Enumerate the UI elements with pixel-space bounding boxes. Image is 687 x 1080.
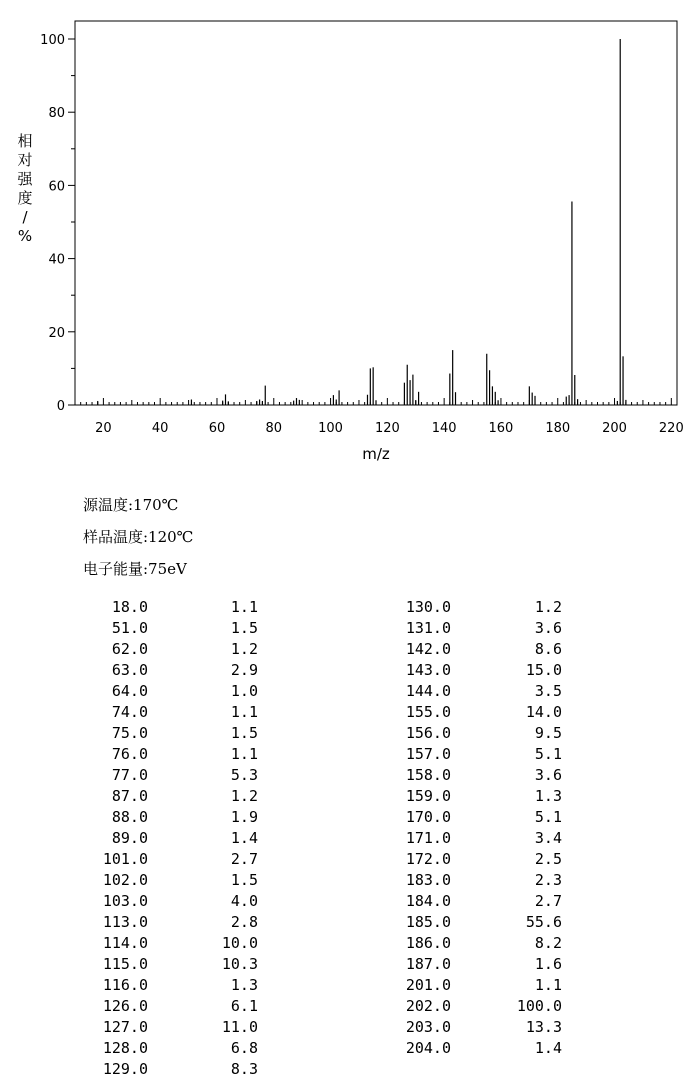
peak-mz: 156.0 — [405, 724, 451, 742]
peak-intensity: 1.0 — [230, 682, 258, 700]
peak-mz: 103.0 — [102, 892, 148, 910]
y-axis-title — [17, 132, 33, 245]
x-axis-title: m/z — [362, 445, 390, 463]
peak-intensity: 1.3 — [534, 787, 562, 805]
x-tick-label: 80 — [265, 421, 283, 436]
peak-intensity: 15.0 — [525, 661, 562, 679]
peak-mz: 129.0 — [102, 1060, 148, 1078]
y-title-char: 强 — [17, 170, 33, 188]
peak-mz: 116.0 — [102, 976, 148, 994]
x-tick-label: 180 — [545, 421, 571, 436]
y-axis-ticks — [40, 33, 75, 414]
peak-mz: 186.0 — [405, 934, 451, 952]
peak-intensity: 1.4 — [534, 1039, 562, 1057]
peak-intensity: 3.6 — [534, 619, 562, 637]
peak-mz: 157.0 — [405, 745, 451, 763]
y-tick-label: 60 — [48, 179, 65, 195]
peak-mz: 130.0 — [405, 598, 451, 616]
peak-mz: 201.0 — [405, 976, 451, 994]
peak-mz: 88.0 — [111, 808, 148, 826]
peak-mz: 185.0 — [405, 913, 451, 931]
peak-intensity: 1.4 — [230, 829, 258, 847]
peak-mz: 144.0 — [405, 682, 451, 700]
peak-intensity: 2.9 — [230, 661, 258, 679]
peak-intensity: 9.5 — [534, 724, 562, 742]
x-tick-label: 60 — [208, 421, 226, 436]
y-title-char: 对 — [17, 151, 33, 169]
x-tick-label: 160 — [488, 421, 514, 436]
peak-intensity: 10.0 — [221, 934, 258, 952]
x-tick-label: 100 — [318, 421, 343, 436]
peak-mz: 126.0 — [102, 997, 148, 1015]
peak-mz: 142.0 — [405, 640, 451, 658]
peak-mz: 74.0 — [111, 703, 148, 721]
x-axis-ticks — [75, 398, 684, 436]
y-title-char: 度 — [17, 189, 33, 207]
peak-intensity: 14.0 — [525, 703, 562, 721]
peak-mz: 76.0 — [111, 745, 148, 763]
peak-intensity: 1.5 — [230, 724, 258, 742]
peak-intensity: 2.5 — [534, 850, 562, 868]
peak-mz: 158.0 — [405, 766, 451, 784]
peak-mz: 64.0 — [111, 682, 148, 700]
peak-intensity: 3.6 — [534, 766, 562, 784]
peak-mz: 127.0 — [102, 1018, 148, 1036]
mass-spectrum-chart — [0, 0, 687, 470]
y-tick-label: 40 — [48, 252, 65, 268]
peak-mz: 187.0 — [405, 955, 451, 973]
peak-mz: 184.0 — [405, 892, 451, 910]
electron-energy: 电子能量:75eV — [83, 560, 187, 578]
x-tick-label: 40 — [151, 421, 169, 436]
peak-mz: 159.0 — [405, 787, 451, 805]
peak-mz: 155.0 — [405, 703, 451, 721]
peak-intensity: 2.7 — [534, 892, 562, 910]
peak-intensity: 2.3 — [534, 871, 562, 889]
peak-mz: 128.0 — [102, 1039, 148, 1057]
peak-intensity: 13.3 — [525, 1018, 562, 1036]
x-tick-label: 220 — [658, 421, 684, 436]
peak-intensity: 8.6 — [534, 640, 562, 658]
y-title-char: 相 — [17, 132, 33, 150]
peak-intensity: 6.1 — [230, 997, 258, 1015]
x-tick-label: 20 — [95, 421, 112, 436]
peak-intensity: 5.1 — [534, 745, 562, 763]
x-tick-label: 120 — [374, 421, 400, 436]
peak-intensity: 1.5 — [230, 619, 258, 637]
peak-intensity: 100.0 — [516, 997, 562, 1015]
peak-mz: 89.0 — [111, 829, 148, 847]
peak-mz: 62.0 — [111, 640, 148, 658]
peak-intensity: 1.6 — [534, 955, 562, 973]
peak-mz: 75.0 — [111, 724, 148, 742]
peak-intensity: 1.1 — [534, 976, 562, 994]
peak-mz: 114.0 — [102, 934, 148, 952]
plot-frame — [75, 21, 677, 405]
sample-temperature: 样品温度:120℃ — [83, 528, 194, 546]
peak-intensity: 8.2 — [534, 934, 562, 952]
peak-mz: 87.0 — [111, 787, 148, 805]
source-temperature: 源温度:170℃ — [83, 496, 179, 514]
peak-mz: 51.0 — [111, 619, 148, 637]
y-title-char: % — [17, 227, 33, 245]
y-tick-label: 20 — [48, 325, 65, 341]
peak-mz: 101.0 — [102, 850, 148, 868]
peak-intensity: 5.1 — [534, 808, 562, 826]
peak-intensity: 1.2 — [534, 598, 562, 616]
peak-intensity: 1.9 — [230, 808, 258, 826]
peak-intensity: 11.0 — [221, 1018, 258, 1036]
peak-mz: 183.0 — [405, 871, 451, 889]
peak-mz: 63.0 — [111, 661, 148, 679]
y-tick-label: 80 — [48, 106, 65, 122]
peak-intensity: 2.8 — [230, 913, 258, 931]
y-tick-label: 100 — [40, 33, 65, 48]
peak-intensity: 3.5 — [534, 682, 562, 700]
y-title-char: / — [22, 208, 28, 226]
peak-intensity: 1.2 — [230, 787, 258, 805]
peak-intensity: 55.6 — [525, 913, 562, 931]
peak-intensity: 1.1 — [230, 598, 258, 616]
peak-mz: 115.0 — [102, 955, 148, 973]
peak-intensity: 1.5 — [230, 871, 258, 889]
peak-mz: 172.0 — [405, 850, 451, 868]
peak-mz: 204.0 — [405, 1039, 451, 1057]
peak-intensity: 1.1 — [230, 703, 258, 721]
peak-intensity: 1.2 — [230, 640, 258, 658]
peak-intensity: 2.7 — [230, 850, 258, 868]
peak-intensity: 5.3 — [230, 766, 258, 784]
peak-mz: 77.0 — [111, 766, 148, 784]
peak-mz: 113.0 — [102, 913, 148, 931]
spectrum-peaks — [98, 39, 626, 405]
y-tick-label: 0 — [56, 399, 65, 414]
peak-mz: 203.0 — [405, 1018, 451, 1036]
peak-mz: 143.0 — [405, 661, 451, 679]
peak-mz: 102.0 — [102, 871, 148, 889]
peak-intensity: 6.8 — [230, 1039, 258, 1057]
peak-mz: 170.0 — [405, 808, 451, 826]
peak-mz: 18.0 — [111, 598, 148, 616]
peak-intensity: 4.0 — [230, 892, 258, 910]
x-tick-label: 140 — [431, 421, 457, 436]
peak-intensity: 3.4 — [534, 829, 562, 847]
peak-intensity: 1.1 — [230, 745, 258, 763]
peak-intensity: 1.3 — [230, 976, 258, 994]
acquisition-conditions — [83, 493, 193, 589]
peak-mz: 131.0 — [405, 619, 451, 637]
x-tick-label: 200 — [602, 421, 627, 436]
peak-intensity: 8.3 — [230, 1060, 258, 1078]
peak-mz: 171.0 — [405, 829, 451, 847]
peak-mz: 202.0 — [405, 997, 451, 1015]
peak-intensity: 10.3 — [221, 955, 258, 973]
